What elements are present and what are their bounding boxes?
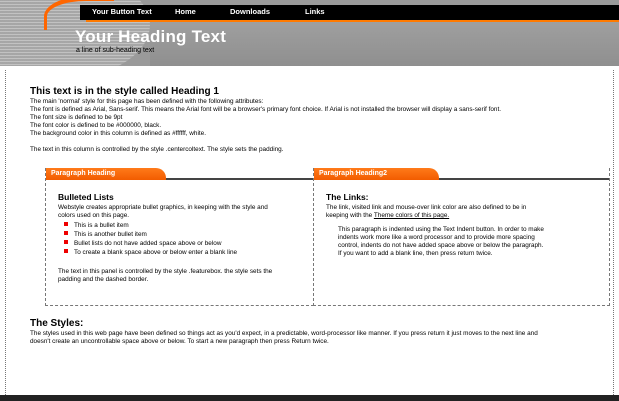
- top-nav-bar: [80, 5, 619, 20]
- centercol-note: The text in this column is controlled by the style .centercoltext. The style sets the padding.: [30, 146, 284, 153]
- bullet-item: [64, 222, 129, 230]
- indent-line: If you want to add a blank line, then press return twice.: [338, 250, 493, 257]
- bullet-square-icon: [64, 240, 68, 244]
- bullet-square-icon: [64, 222, 68, 226]
- nav-item-downloads[interactable]: Downloads: [230, 7, 271, 16]
- page-header: [0, 0, 619, 66]
- bullet-item: [64, 240, 221, 248]
- box-note-line: padding and the dashed border.: [58, 276, 149, 283]
- indent-line: indents work more like a word processor and to provide more spacing: [338, 234, 535, 241]
- feature-box-left: [45, 168, 314, 306]
- styles-line: The styles used in this web page have been defined so things act as you'd expect, in a predictable, word-processor like manner. If you press return it just moves to the next line and: [30, 330, 538, 337]
- nav-item-home[interactable]: Home: [175, 7, 196, 16]
- nav-accent-line: [86, 20, 619, 22]
- paragraph-heading-tab: Paragraph Heading: [46, 168, 166, 180]
- heading-1: This text is in the style called Heading 1: [30, 86, 219, 97]
- indent-line: control, indents do not have added space above or below the paragraph.: [338, 242, 544, 249]
- theme-colors-link[interactable]: Theme colors of this page.: [373, 212, 450, 219]
- paragraph-heading2-tab: Paragraph Heading2: [314, 168, 439, 180]
- page-title: Your Heading Text: [75, 27, 227, 46]
- links-line: [326, 212, 449, 220]
- bullet-square-icon: [64, 249, 68, 253]
- links-heading: The Links:: [326, 192, 369, 202]
- page-subtitle: a line of sub-heading text: [76, 47, 155, 54]
- styles-line: doesn't create an uncontrollable space above or below. To start a new paragraph then press Return twice.: [30, 338, 329, 345]
- bulleted-lists-heading: Bulleted Lists: [58, 192, 114, 202]
- body-line: The font size is defined to be 9pt: [30, 114, 123, 121]
- bullet-item: [64, 231, 147, 239]
- links-line-prefix: keeping with the: [326, 212, 374, 219]
- styles-heading: The Styles:: [30, 318, 84, 329]
- links-line: The link, visited link and mouse-over link color are also defined to be in: [326, 204, 527, 211]
- nav-item-your-button[interactable]: Your Button Text: [92, 7, 152, 16]
- bullet-square-icon: [64, 231, 68, 235]
- bullet-text: Bullet lists do not have added space above or below: [74, 240, 222, 247]
- bullet-text: To create a blank space above or below enter a blank line: [74, 249, 238, 256]
- feature-box-tab-row: [46, 168, 313, 180]
- body-line: The main 'normal' style for this page has been defined with the following attributes:: [30, 98, 264, 105]
- body-line: The font color is defined to be #000000, black.: [30, 122, 162, 129]
- indent-line: This paragraph is indented using the Text Indent button. In order to make: [338, 226, 544, 233]
- footer-bar: [0, 395, 619, 401]
- bullet-text: This is another bullet item: [74, 231, 147, 238]
- body-line: The font is defined as Arial, Sans-serif. This means the Arial font will be a browser's primary font choice. If Arial is not installed the browser will display a sans-serif font.: [30, 106, 502, 113]
- center-column: [5, 70, 614, 395]
- box-intro-line: colors used on this page.: [58, 212, 130, 219]
- box-intro-line: Webstyle creates appropriate bullet graphics, in keeping with the style and: [58, 204, 268, 211]
- bullet-text: This is a bullet item: [74, 222, 129, 229]
- nav-item-links[interactable]: Links: [305, 7, 325, 16]
- body-line: The background color in this column is defined as #ffffff, white.: [30, 130, 206, 137]
- bullet-item: [64, 249, 237, 257]
- feature-box-tab-row: [314, 168, 609, 180]
- box-note-line: The text in this panel is controlled by the style .featurebox. the style sets the: [58, 268, 273, 275]
- feature-box-right: [313, 168, 610, 306]
